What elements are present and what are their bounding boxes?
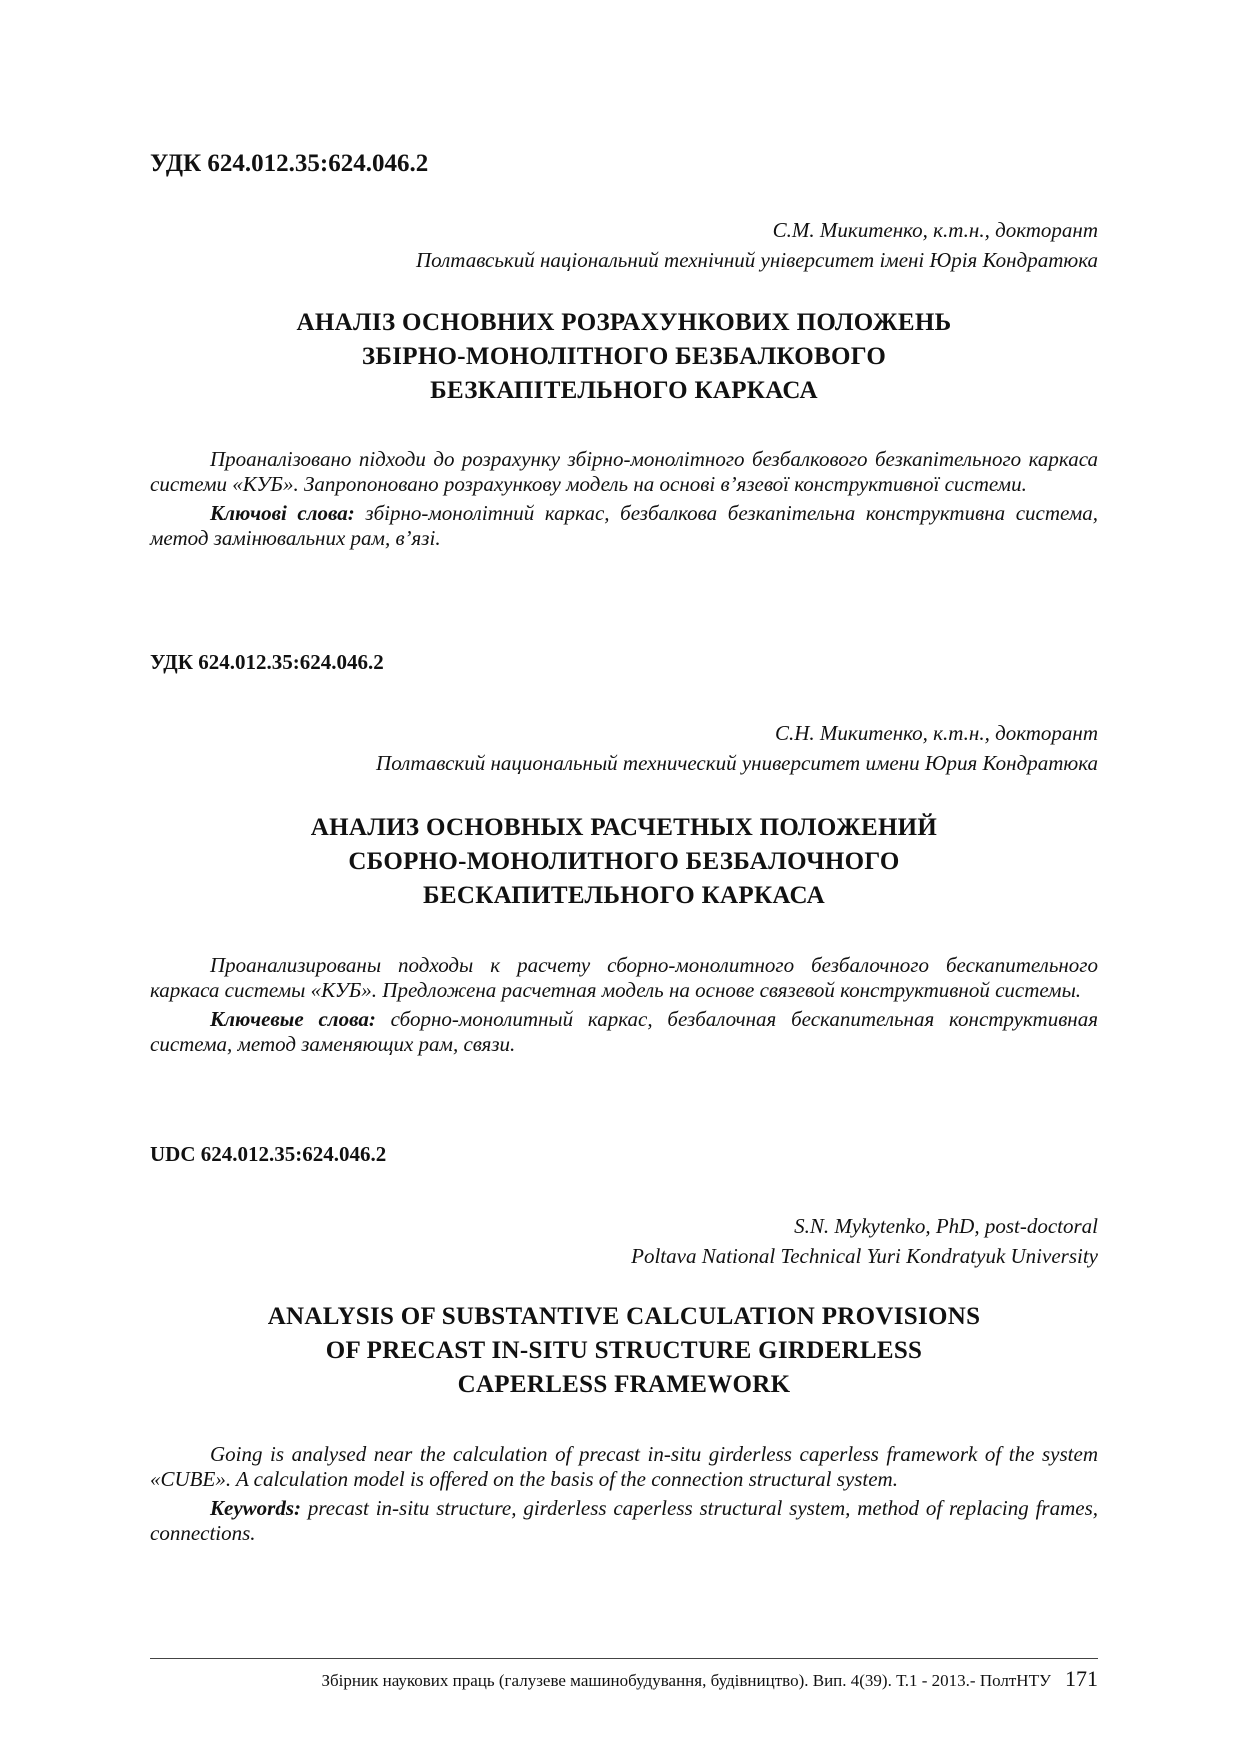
paper-title: АНАЛІЗ ОСНОВНИХ РОЗРАХУНКОВИХ ПОЛОЖЕНЬ ЗБІРНО-МОНОЛІТНОГО БЕЗБАЛКОВОГО БЕЗКАПІТЕЛЬНОГО КАРКАСА (296, 309, 952, 404)
abstract-text: Проаналізовано підходи до розрахунку збірно-монолітного безбалкового безкапітельного каркаса системи «КУБ». Запропоновано розрахункову модель на основі в’язевої конструктивної системи. (150, 447, 1098, 496)
abstract-block-russian (150, 648, 1098, 1057)
udc-code: UDC 624.012.35:624.046.2 (150, 1142, 387, 1166)
udc-code: УДК 624.012.35:624.046.2 (150, 150, 429, 177)
abstract-text: Going is analysed near the calculation of precast in-situ girderless caperless framework of the system «CUBE». A calculation model is offered on the basis of the connection structural system. (150, 1442, 1098, 1491)
author-info (150, 215, 1098, 275)
author-name: С.М. Микитенко, к.т.н., докторант (772, 218, 1098, 242)
keywords-text: precast in-situ structure, girderless caperless structural system, method of replacing frames, connections. (150, 1496, 1098, 1545)
page-footer (150, 1658, 1098, 1692)
author-info (150, 1211, 1098, 1271)
author-affiliation: Полтавський національний технічний університет імені Юрія Кондратюка (415, 248, 1098, 272)
author-affiliation: Poltava National Technical Yuri Kondratyuk University (631, 1244, 1098, 1268)
keywords (150, 1007, 1098, 1057)
author-name: С.Н. Микитенко, к.т.н., докторант (775, 721, 1098, 745)
paper-title: ANALYSIS OF SUBSTANTIVE CALCULATION PROVISIONS OF PRECAST IN-SITU STRUCTURE GIRDERLESS CAPERLESS FRAMEWORK (267, 1303, 981, 1398)
keywords (150, 1496, 1098, 1546)
author-affiliation: Полтавский национальный технический университет имени Юрия Кондратюка (376, 751, 1098, 775)
abstract-block-english (150, 1140, 1098, 1546)
keywords (150, 501, 1098, 551)
udc-code: УДК 624.012.35:624.046.2 (150, 650, 384, 674)
author-info (150, 718, 1098, 778)
author-name: S.N. Mykytenko, PhD, post-doctoral (794, 1214, 1098, 1238)
abstract-text: Проанализированы подходы к расчету сборно-монолитного безбалочного бескапительного каркаса системы «КУБ». Предложена расчетная модель на основе связевой конструктивной системы. (150, 953, 1098, 1002)
keywords-text: збірно-монолітний каркас, безбалкова безкапітельна конструктивна система, метод замінювальних рам, в’язі. (150, 501, 1098, 550)
page-number: 171 (1065, 1666, 1098, 1691)
journal-citation: Збірник наукових праць (галузеве машинобудування, будівництво). Вип. 4(39). Т.1 - 2013.- ПолтНТУ (321, 1671, 1051, 1690)
keywords-label: Keywords: (210, 1496, 301, 1520)
keywords-label: Ключевые слова: (210, 1007, 376, 1031)
abstract-block-ukrainian (150, 148, 1098, 551)
keywords-text: сборно-монолитный каркас, безбалочная бескапительная конструктивная система, метод заменяющих рам, связи. (150, 1007, 1098, 1056)
keywords-label: Ключові слова: (210, 501, 355, 525)
paper-title: АНАЛИЗ ОСНОВНЫХ РАСЧЕТНЫХ ПОЛОЖЕНИЙ СБОРНО-МОНОЛИТНОГО БЕЗБАЛОЧНОГО БЕСКАПИТЕЛЬНОГО КАРКАСА (310, 814, 938, 909)
